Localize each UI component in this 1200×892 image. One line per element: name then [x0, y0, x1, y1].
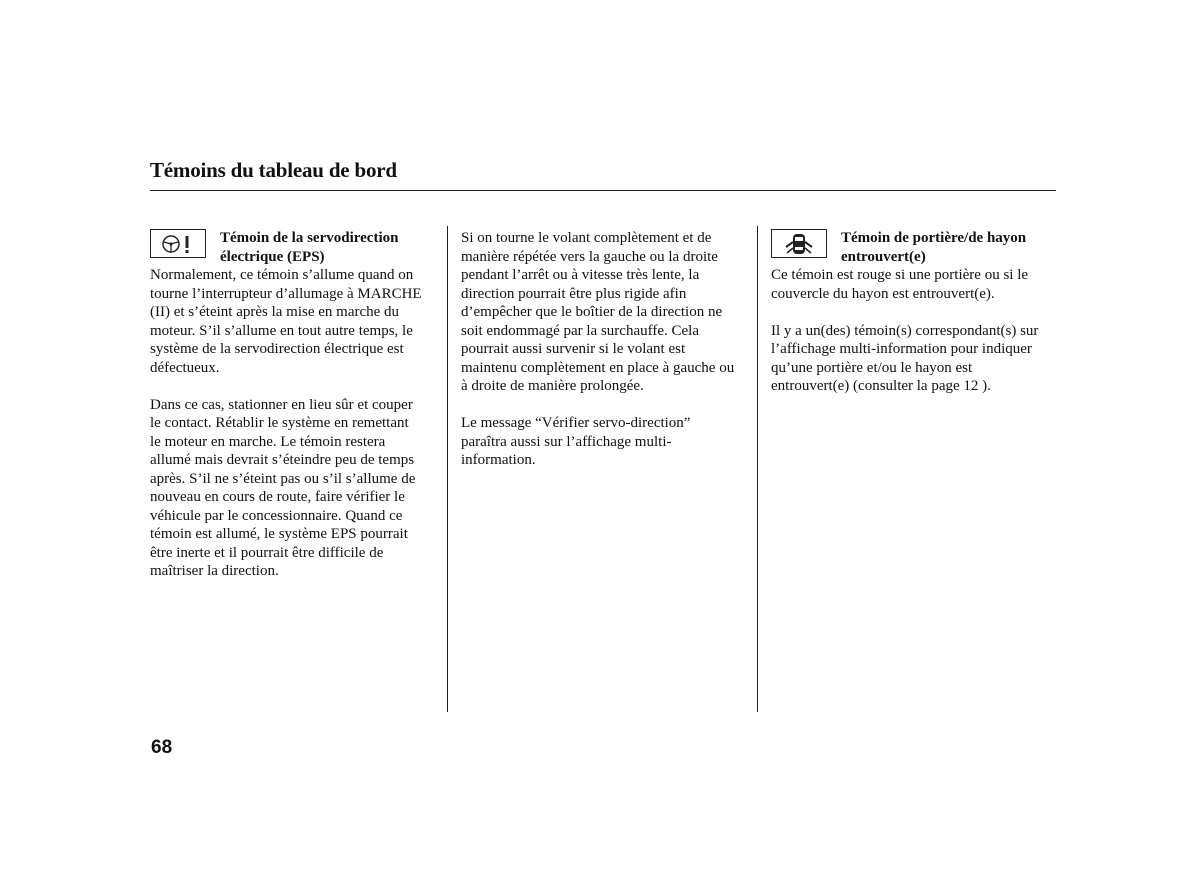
door-open-icon: [771, 229, 827, 258]
eps-paragraph-2: Dans ce cas, stationner en lieu sûr et couper le contact. Rétablir le système en remettant le moteur en marche. Le témoin restera allumé mais devrait s’éteindre peu de temps après. S’il ne s’éteint pas ou s’il s’allume de nouveau en cours de route, faire vérifier le véhicule par le concessionnaire. Quand ce témoin est allumé, le système EPS pourrait être inerte et il pourrait être difficile de maîtriser la direction.: [150, 396, 416, 579]
door-paragraph-1: Ce témoin est rouge si une portière ou si le couvercle du hayon est entrouvert(e).: [771, 267, 1029, 302]
column-middle: [461, 229, 751, 470]
title-rule: [150, 190, 1056, 191]
page-title: Témoins du tableau de bord: [150, 158, 397, 182]
eps-heading-block: [150, 229, 440, 266]
page-number: 68: [151, 737, 173, 758]
door-paragraph-2: Il y a un(des) témoin(s) correspondant(s) sur l’affichage multi-information pour indiquer qu’une portière et/ou le hayon est entrouvert(e) (consulter la page 12 ).: [771, 322, 1061, 396]
door-heading-block: [771, 229, 1061, 266]
eps-warning-icon: [150, 229, 206, 258]
page-reference[interactable]: entrouvert(e) (consulter la page 12 ).: [771, 378, 991, 394]
middle-paragraph-1: Si on tourne le volant complètement et de manière répétée vers la gauche ou la droite pendant l’arrêt ou à vitesse très lente, la direction pourrait être plus rigide afin d’empêcher que le boîtier de la direction ne soit endommagé par la surchauffe. Cela pourrait aussi survenir si le volant est maintenu complètement en place à gauche ou à droite de manière prolongée.: [461, 230, 735, 394]
eps-paragraph-1: Normalement, ce témoin s’allume quand on tourne l’interrupteur d’allumage à MARCHE (II) et s’éteint après la mise en marche du moteur. S’il s’allume en tout autre temps, le système de la servodirection électrique est défectueux.: [150, 267, 422, 376]
eps-heading: Témoin de la servodirection électrique (EPS): [220, 230, 399, 265]
door-heading: Témoin de portière/de hayon entrouvert(e): [841, 230, 1027, 265]
column-door: [771, 229, 1061, 396]
column-divider-1: [447, 226, 448, 712]
column-eps: [150, 229, 440, 581]
column-divider-2: [757, 226, 758, 712]
middle-paragraph-2: Le message “Vérifier servo-direction” paraîtra aussi sur l’affichage multi- information.: [461, 415, 691, 468]
